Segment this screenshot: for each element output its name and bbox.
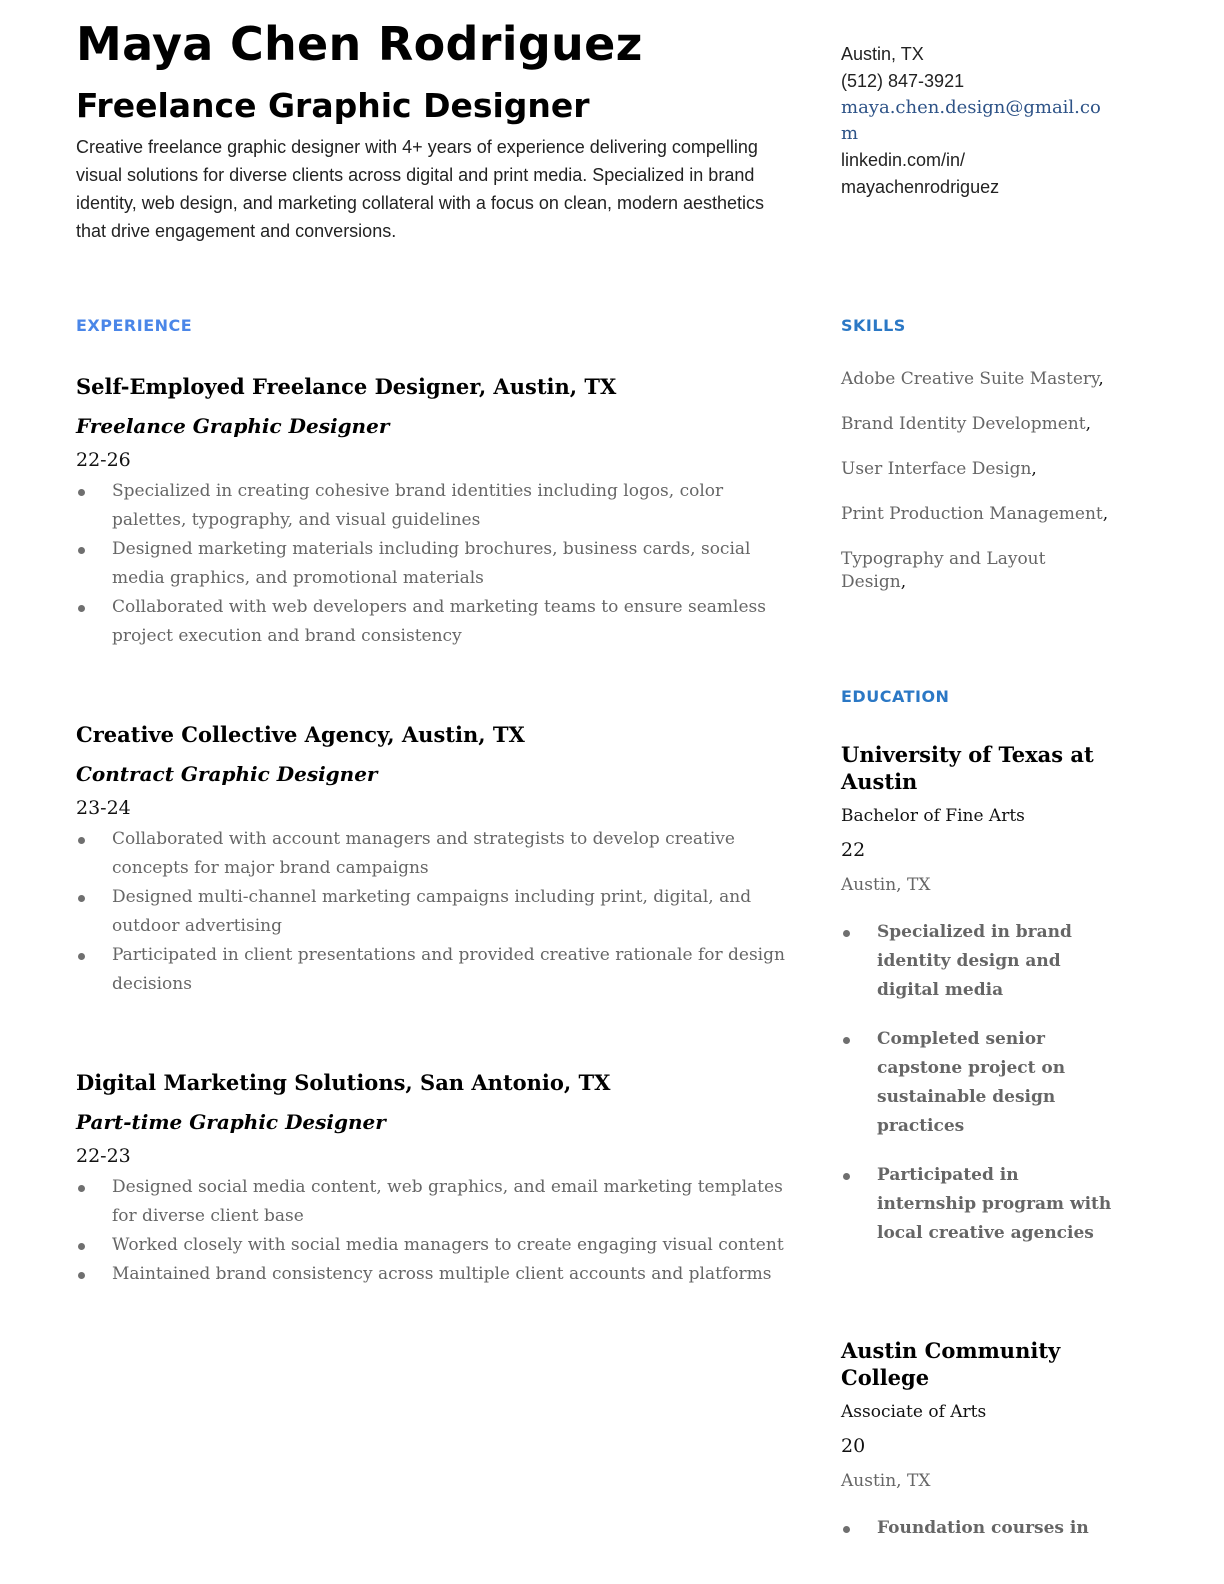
job-company: Creative Collective Agency, Austin, TX — [76, 722, 525, 747]
skill-item — [841, 413, 1113, 436]
edu-bullet-text: Completed senior capstone project on sustainable design practices — [877, 1029, 1066, 1136]
skill-separator: , — [1102, 504, 1109, 524]
job-bullet — [76, 883, 788, 941]
skill-text: Adobe Creative Suite Mastery — [841, 369, 1099, 389]
job-bullet-text: Participated in client presentations and provided creative rationale for design decisions — [112, 945, 785, 994]
education-entry — [841, 741, 1113, 1268]
job-dates: 22-26 — [76, 449, 131, 471]
job-entry — [76, 1068, 788, 1289]
job-bullet — [76, 593, 788, 651]
summary: Creative freelance graphic designer with 4+ years of experience delivering compelling visual solutions for diverse clients across digital and print media. Specialized in brand identity, web design, and marketing collateral with a focus on clean, modern aesthetics that drive engagement and conversions. — [76, 137, 765, 241]
bullet-dot-icon — [78, 837, 85, 844]
skill-item — [841, 548, 1113, 594]
job-bullet — [76, 825, 788, 883]
contact-linkedin: linkedin.com/in/ mayachenrodriguez — [841, 150, 1000, 197]
education-entry — [841, 1337, 1113, 1563]
job-bullet — [76, 535, 788, 593]
experience-heading: EXPERIENCE — [76, 316, 193, 335]
edu-school: University of Texas at Austin — [841, 742, 1094, 794]
job-role: Freelance Graphic Designer — [76, 414, 390, 438]
edu-bullet — [841, 918, 1113, 1005]
skill-text: Print Production Management — [841, 504, 1103, 524]
edu-degree: Associate of Arts — [841, 1402, 987, 1422]
edu-bullet — [841, 1025, 1113, 1141]
skill-separator: , — [1031, 459, 1037, 479]
skills-heading: SKILLS — [841, 316, 906, 335]
skill-text: Brand Identity Development — [841, 414, 1086, 434]
job-role: Part-time Graphic Designer — [76, 1110, 386, 1134]
edu-school: Austin Community College — [841, 1338, 1061, 1390]
job-bullet — [76, 1231, 788, 1260]
job-dates: 23-24 — [76, 797, 131, 819]
job-bullets — [76, 477, 788, 651]
job-role: Contract Graphic Designer — [76, 762, 378, 786]
job-bullet-text: Collaborated with account managers and strategists to develop creative concepts for major brand campaigns — [112, 829, 735, 878]
job-bullet-text: Collaborated with web developers and marketing teams to ensure seamless project execution and brand consistency — [112, 597, 766, 646]
edu-bullet-text: Foundation courses in — [877, 1518, 1089, 1538]
edu-bullet-text: Participated in internship program with local creative agencies — [877, 1165, 1112, 1243]
job-bullet-text: Designed multi-channel marketing campaigns including print, digital, and outdoor advertising — [112, 887, 752, 936]
skill-text: User Interface Design — [841, 459, 1032, 479]
job-dates: 22-23 — [76, 1145, 131, 1167]
education-heading: EDUCATION — [841, 687, 950, 706]
edu-bullet — [841, 1161, 1113, 1248]
skills-list — [841, 368, 1113, 616]
job-bullet-text: Designed social media content, web graphics, and email marketing templates for diverse client base — [112, 1177, 783, 1226]
bullet-dot-icon — [843, 1526, 850, 1533]
skill-item — [841, 368, 1113, 391]
job-company: Digital Marketing Solutions, San Antonio, TX — [76, 1070, 611, 1095]
job-bullet-text: Designed marketing materials including brochures, business cards, social media graphics, and promotional materials — [112, 539, 751, 588]
job-bullet-text: Specialized in creating cohesive brand identities including logos, color palettes, typography, and visual guidelines — [112, 481, 724, 530]
bullet-dot-icon — [843, 1173, 850, 1180]
job-bullet — [76, 1173, 788, 1231]
skill-separator: , — [900, 572, 907, 592]
skill-separator: , — [1085, 414, 1091, 434]
job-company: Self-Employed Freelance Designer, Austin, TX — [76, 374, 617, 399]
job-entry — [76, 372, 788, 651]
skill-text: Typography and Layout Design — [841, 549, 1046, 592]
job-bullet — [76, 1260, 788, 1289]
job-bullets — [76, 825, 788, 999]
bullet-dot-icon — [78, 489, 85, 496]
edu-bullet-text: Specialized in brand identity design and digital media — [877, 922, 1072, 1000]
edu-year: 20 — [841, 1435, 866, 1457]
job-bullet-text: Worked closely with social media managers to create engaging visual content — [112, 1235, 784, 1255]
contact-phone: (512) 847-3921 — [841, 71, 965, 91]
skill-item — [841, 458, 1113, 481]
skill-item — [841, 503, 1113, 526]
job-entry — [76, 720, 788, 999]
bullet-dot-icon — [78, 1243, 85, 1250]
job-bullets — [76, 1173, 788, 1289]
edu-location: Austin, TX — [841, 875, 931, 895]
contact-block — [841, 41, 1113, 201]
bullet-dot-icon — [843, 930, 850, 937]
bullet-dot-icon — [78, 605, 85, 612]
contact-location: Austin, TX — [841, 44, 924, 64]
bullet-dot-icon — [78, 953, 85, 960]
edu-location: Austin, TX — [841, 1471, 931, 1491]
edu-degree: Bachelor of Fine Arts — [841, 806, 1025, 826]
candidate-name: Maya Chen Rodriguez — [76, 17, 643, 71]
edu-bullets — [841, 918, 1113, 1248]
headline: Freelance Graphic Designer — [76, 86, 590, 125]
skill-separator: , — [1098, 369, 1104, 389]
bullet-dot-icon — [78, 1185, 85, 1192]
job-bullet — [76, 941, 788, 999]
contact-email-link[interactable]: maya.chen.design@gmail.com — [841, 97, 1101, 144]
edu-bullet — [841, 1514, 1113, 1543]
edu-year: 22 — [841, 839, 866, 861]
job-bullet-text: Maintained brand consistency across multiple client accounts and platforms — [112, 1264, 772, 1284]
edu-bullets — [841, 1514, 1113, 1543]
bullet-dot-icon — [78, 1272, 85, 1279]
job-bullet — [76, 477, 788, 535]
bullet-dot-icon — [78, 547, 85, 554]
bullet-dot-icon — [843, 1037, 850, 1044]
bullet-dot-icon — [78, 895, 85, 902]
